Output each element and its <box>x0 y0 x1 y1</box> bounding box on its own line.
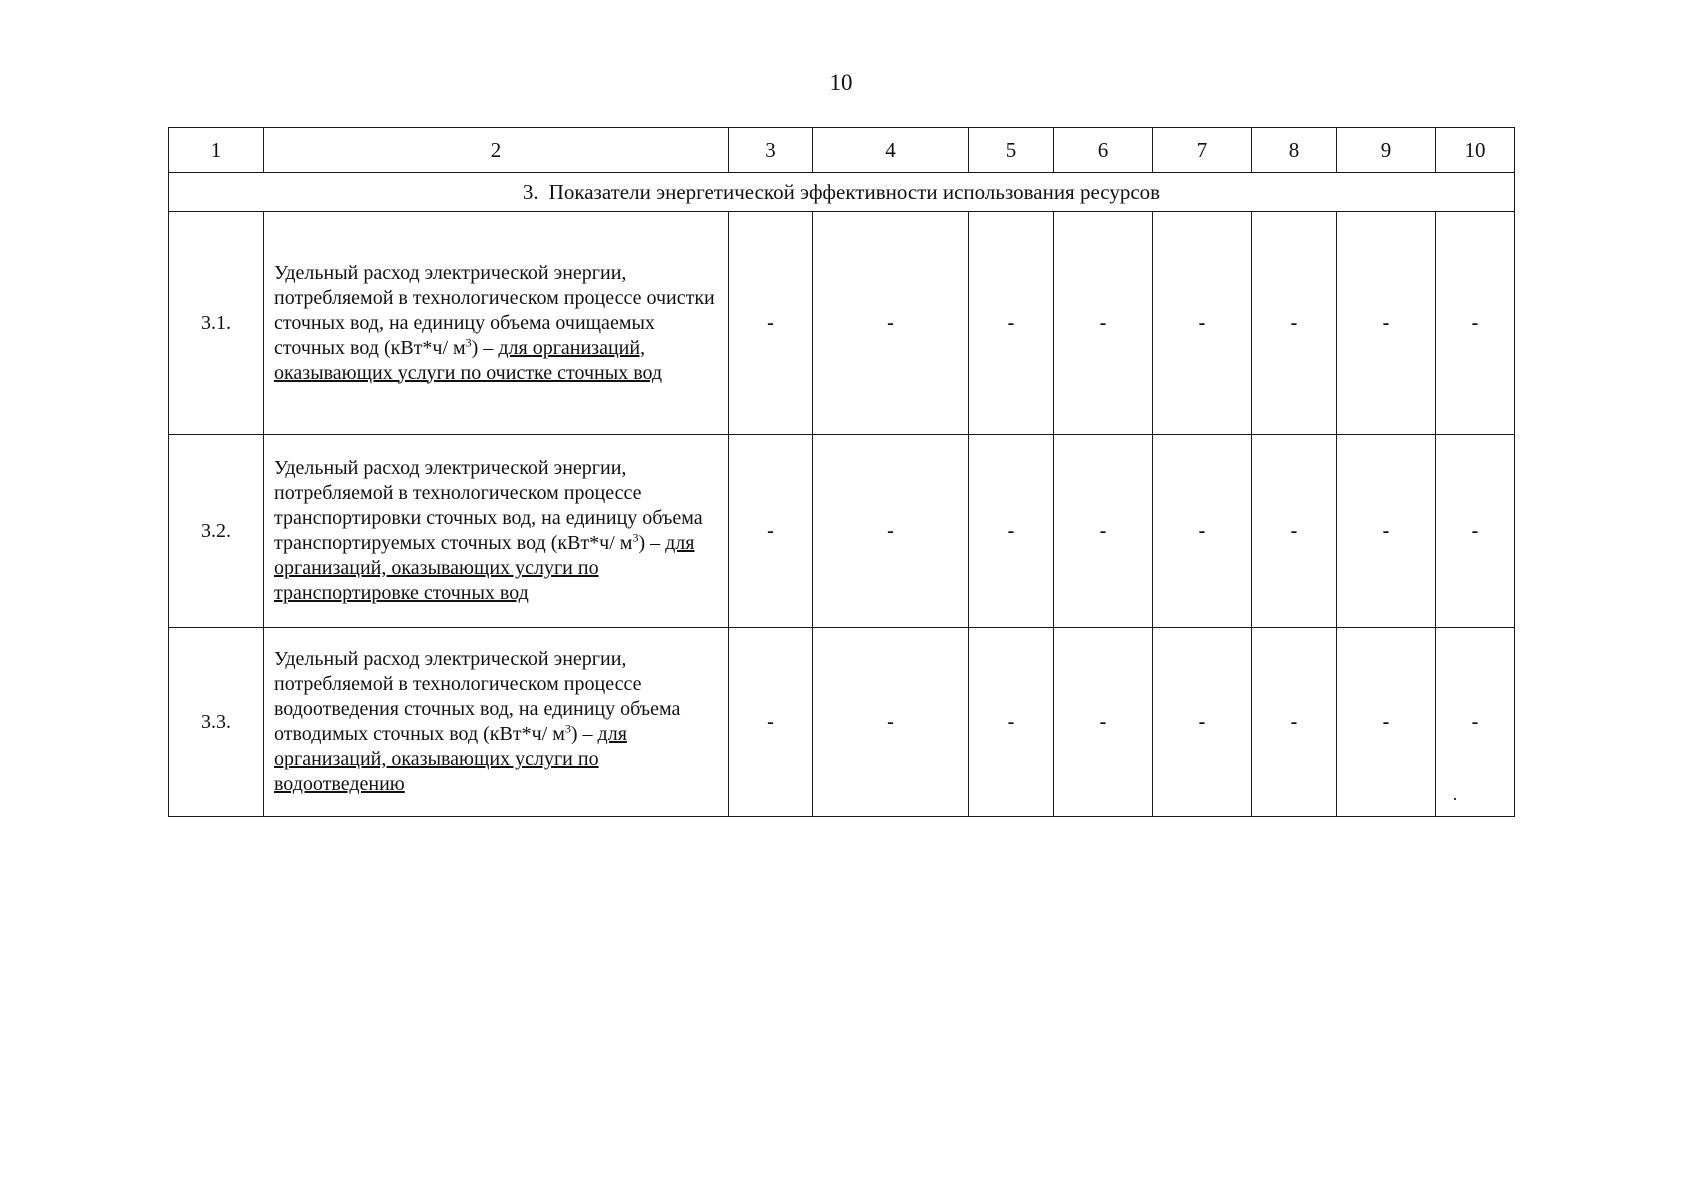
value-cell: - <box>1054 435 1153 628</box>
description-text: ) – <box>471 336 499 359</box>
column-number: 3 <box>729 128 813 173</box>
section-header <box>169 173 1515 212</box>
value-cell: - <box>1337 212 1436 435</box>
value-cell: - <box>1337 628 1436 817</box>
indicator-description <box>264 435 729 628</box>
table-row <box>169 628 1515 817</box>
table-row <box>169 435 1515 628</box>
indicators-table <box>168 127 1515 817</box>
column-number: 5 <box>969 128 1054 173</box>
value-cell: - <box>1252 212 1337 435</box>
column-number-row <box>169 128 1515 173</box>
description-text: ) – <box>638 532 666 554</box>
description-text: Удельный расход электрической энергии, потребляемой в технологическом процессе очистки сточных вод, на единицу объема очищаемых сточных вод (кВт*ч/ м <box>274 261 715 359</box>
unit-exponent: 3 <box>632 530 639 545</box>
description-underlined: для организаций, оказывающих услуги по водоотведению <box>274 723 627 795</box>
value-cell: - <box>729 435 813 628</box>
page-number: 10 <box>829 70 853 95</box>
value-cell: - <box>1252 435 1337 628</box>
column-number: 6 <box>1054 128 1153 173</box>
value-cell: - <box>1436 628 1515 817</box>
row-number: 3.2. <box>169 435 264 628</box>
column-number: 1 <box>169 128 264 173</box>
description-underlined: для организаций, оказывающих услуги по очистке сточных вод <box>274 336 663 384</box>
description-text: Удельный расход электрической энергии, потребляемой в технологическом процессе водоотведения сточных вод, на единицу объема отводимых сточных вод (кВт*ч/ м <box>274 648 681 745</box>
value-cell: - <box>969 212 1054 435</box>
value-cell: - <box>1436 435 1515 628</box>
value-cell: - <box>1153 628 1252 817</box>
section-header-row <box>169 173 1515 212</box>
value-cell: - <box>1153 212 1252 435</box>
scan-speck <box>1454 798 1456 800</box>
unit-exponent: 3 <box>465 334 472 349</box>
value-cell: - <box>1054 212 1153 435</box>
section-title: Показатели энергетической эффективности использования ресурсов <box>548 179 1161 204</box>
value-cell: - <box>1153 435 1252 628</box>
description-text: Удельный расход электрической энергии, потребляемой в технологическом процессе транспортировки сточных вод, на единицу объема транспортируемых сточных вод (кВт*ч/ м <box>274 457 703 554</box>
column-number: 9 <box>1337 128 1436 173</box>
value-cell: - <box>969 435 1054 628</box>
value-cell: - <box>1337 435 1436 628</box>
value-cell: - <box>969 628 1054 817</box>
value-cell: - <box>1436 212 1515 435</box>
indicator-description <box>264 212 729 435</box>
column-number: 8 <box>1252 128 1337 173</box>
unit-exponent: 3 <box>564 721 571 736</box>
description-text: ) – <box>570 723 598 745</box>
value-cell: - <box>1054 628 1153 817</box>
value-cell: - <box>813 212 969 435</box>
row-number: 3.3. <box>169 628 264 817</box>
value-cell: - <box>813 435 969 628</box>
table-row <box>169 212 1515 435</box>
value-cell: - <box>729 628 813 817</box>
section-number: 3. <box>522 179 539 204</box>
column-number: 2 <box>264 128 729 173</box>
value-cell: - <box>729 212 813 435</box>
value-cell: - <box>813 628 969 817</box>
description-underlined: для организаций, оказывающих услуги по транспортировке сточных вод <box>274 532 695 604</box>
column-number: 10 <box>1436 128 1515 173</box>
value-cell: - <box>1252 628 1337 817</box>
column-number: 7 <box>1153 128 1252 173</box>
column-number: 4 <box>813 128 969 173</box>
row-number: 3.1. <box>169 212 264 435</box>
indicator-description <box>264 628 729 817</box>
